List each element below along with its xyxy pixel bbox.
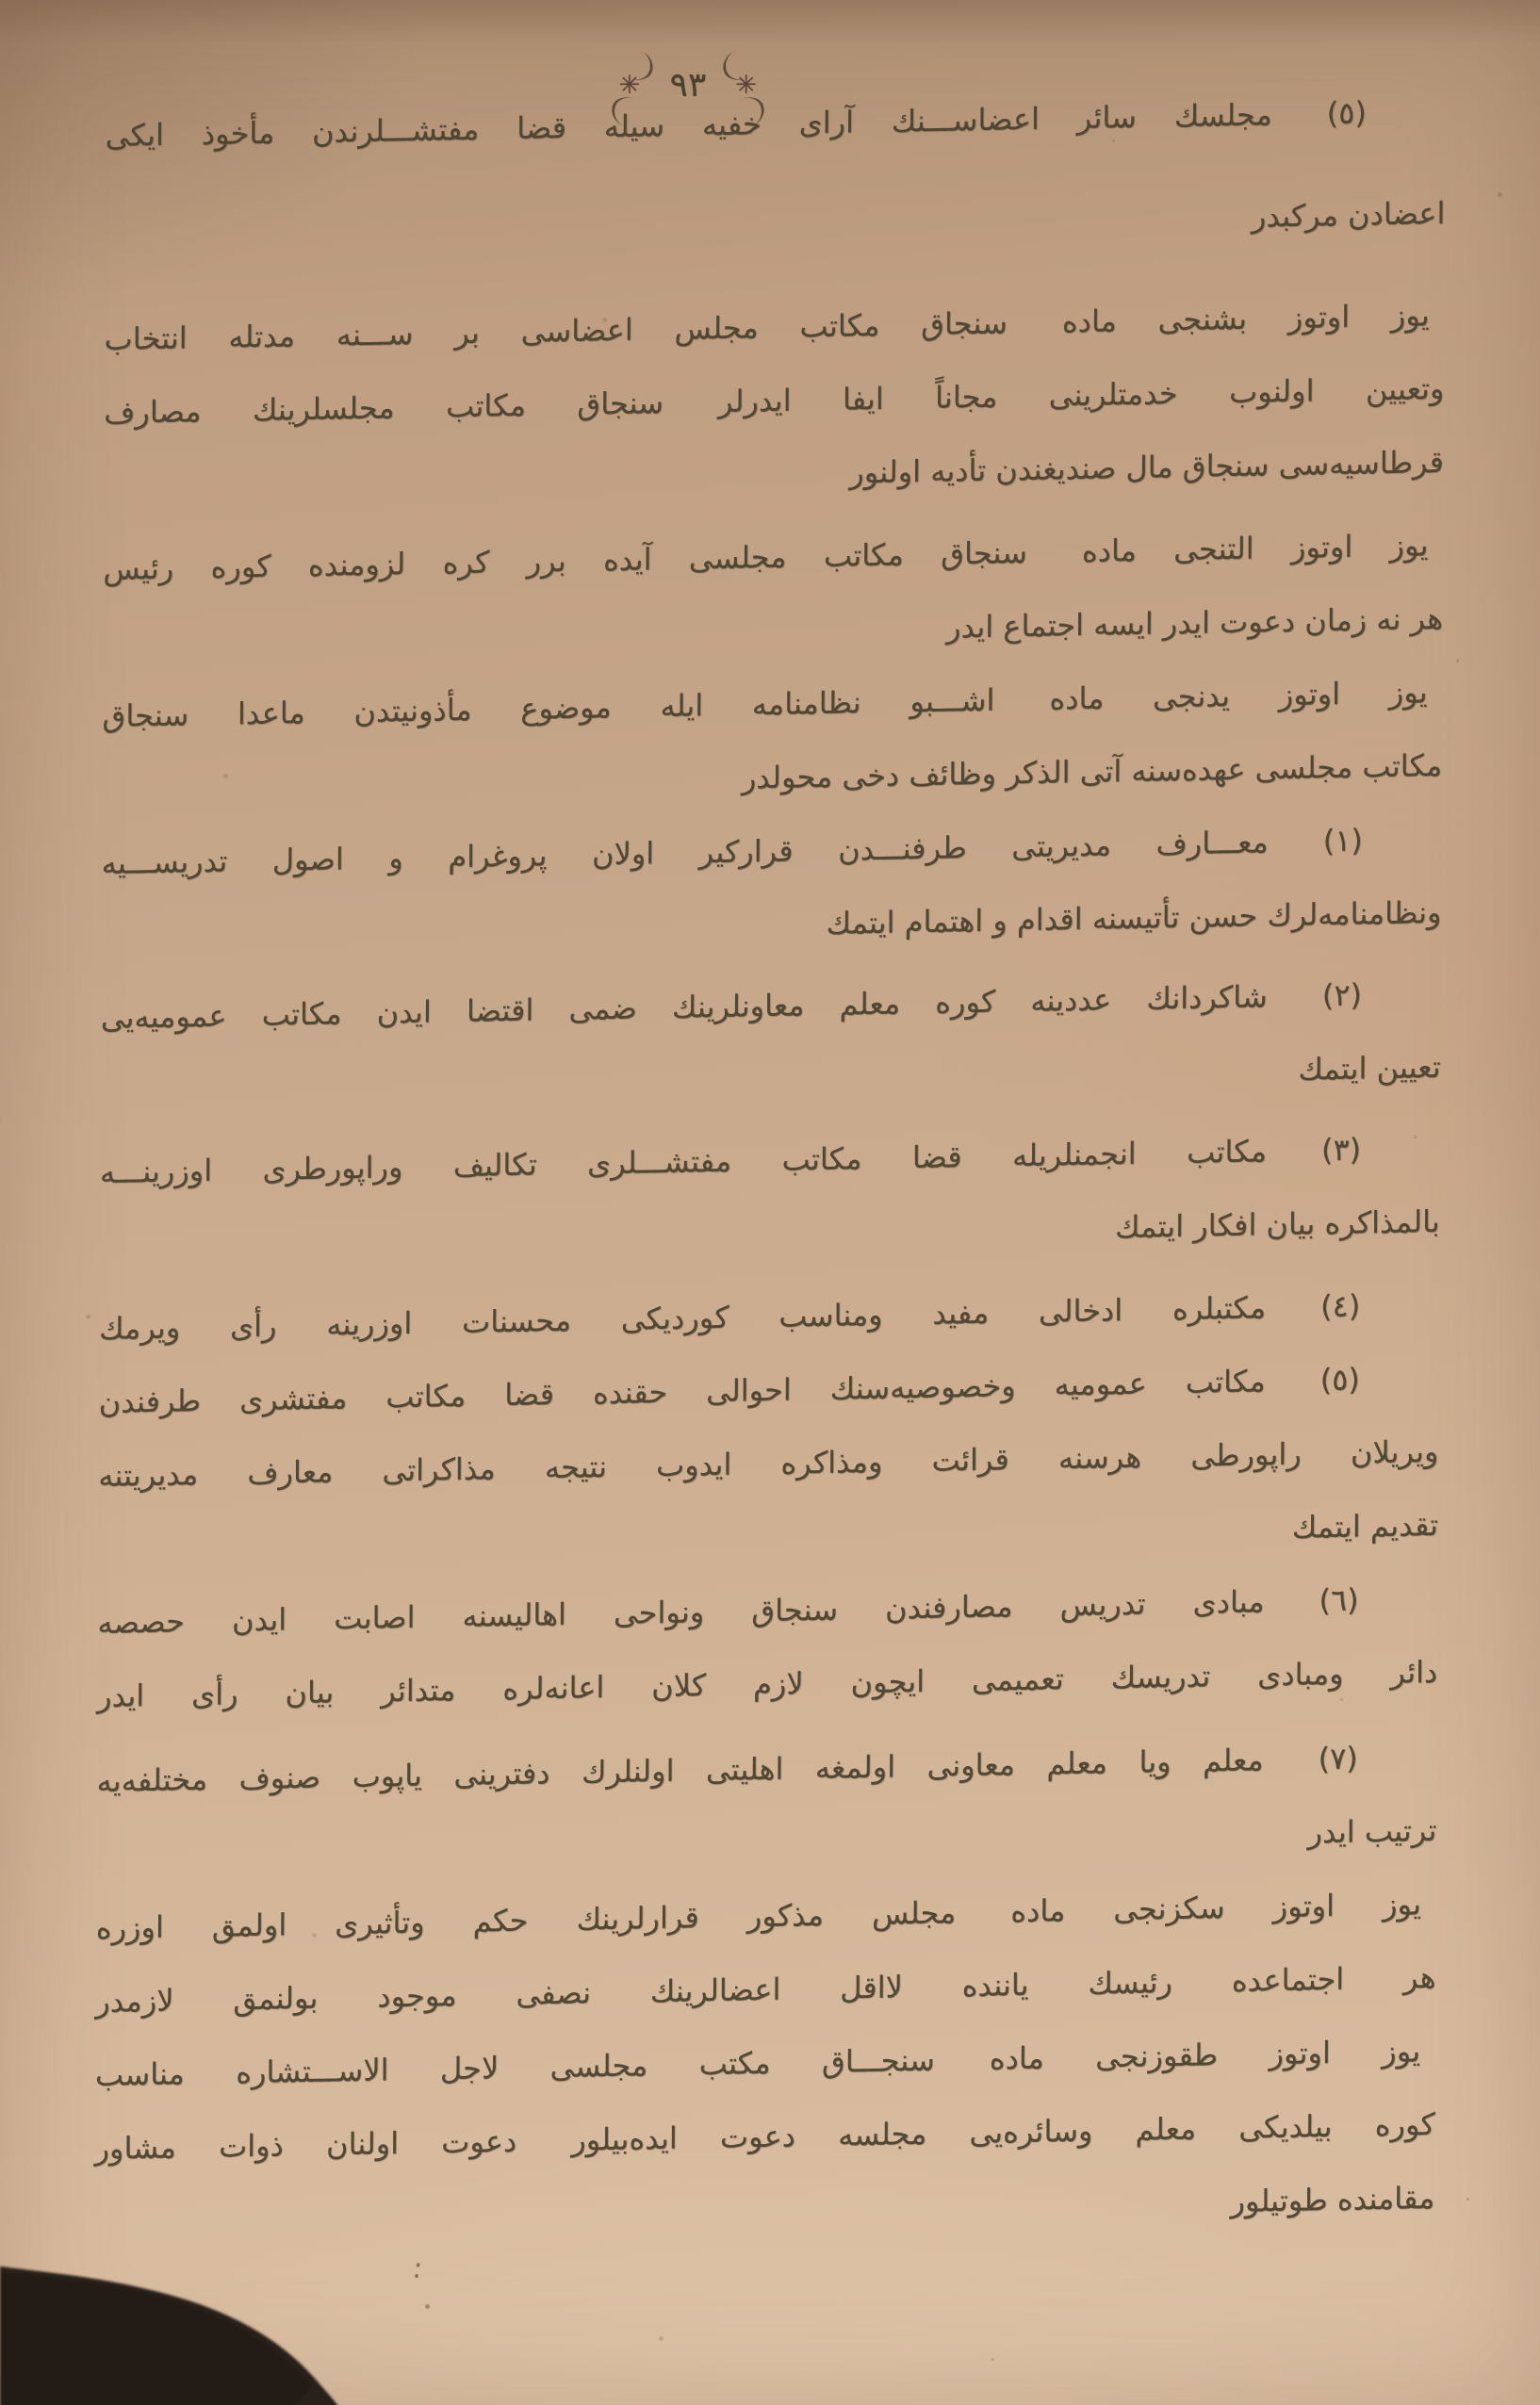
- paragraph: [105, 71, 1446, 274]
- word-gap: [1269, 851, 1323, 852]
- paper-specks: [0, 0, 3, 3]
- line-text: مكاتب انجمنلریله قضا مكاتب مفتشـــلری تكالیف وراپورطری اوزرینـــه: [99, 1133, 1268, 1191]
- paragraph: [96, 1720, 1437, 1891]
- line-text: دعوت اولنان ذوات مشاور: [94, 2122, 517, 2168]
- text-line: دائر ومبادی تدریسك تعمیمی ایچون لازم كلان اعانه‌لره متدائر بیان رأی ایدر: [96, 1653, 1438, 1715]
- paragraph: [100, 957, 1441, 1128]
- line-text: معلم ویا معلم معاونی اولمغه اهلیتی اولنلرك دفترینی یاپوب صنوف مختلفه‌یه: [96, 1742, 1264, 1800]
- text-line: تقدیم ایتمك: [1291, 1506, 1439, 1546]
- paragraph: [94, 2014, 1435, 2259]
- text-line: هر اجتماعده رئیسك یاننده لااقل اعضالرینك نصفی موجود بولنمق لازمدر: [95, 1958, 1436, 2021]
- line-text: مكاتب عمومیه وخصوصیه‌سنك احوالی حقنده قضا مكاتب مفتشری طرفندن: [98, 1363, 1266, 1421]
- ink-blot: [0, 2249, 377, 2405]
- text-line: تعیین ایتمك: [1298, 1048, 1441, 1088]
- rosette-icon: ✳: [735, 71, 758, 100]
- paragraph: [95, 1867, 1436, 2038]
- line-text: مجلس مذكور قرارلرینك حكم وتأثیری اولمق اوزره: [95, 1894, 957, 1947]
- item-number: (٧): [1318, 1740, 1358, 1777]
- paragraph: [103, 508, 1444, 679]
- paragraph: [102, 655, 1443, 826]
- article-lead: وتعیین اولنوب خدمتلرینی مجاناً ایفا ایدرلر: [717, 369, 1445, 420]
- text-line: مقامنده طوتیلور: [1230, 2179, 1435, 2219]
- paragraph: [97, 1562, 1438, 1733]
- text-block: [94, 71, 1446, 2259]
- word-gap: [1272, 123, 1327, 124]
- word-gap: [1266, 1390, 1320, 1391]
- text-line: مكاتب مجلسی عهده‌سنه آتی الذكر وظائف دخی محولدر: [741, 746, 1443, 796]
- line-text: مبادی تدریس مصارفندن سنجاق ونواحی اهالیسنه اصابت ایدن حصصه: [97, 1583, 1265, 1642]
- line-text: سنجاق مكاتب مجلسلرینك مصارف: [104, 384, 664, 432]
- article-lead: كوره بیلدیكی معلم وسائره‌یی مجلسه دعوت ایده‌بیلور: [571, 2105, 1435, 2158]
- paragraph: [104, 278, 1445, 523]
- word-gap: [1264, 1611, 1319, 1612]
- line-text: اشـــبو نظامنامه ایله موضوع مأذونیتدن ماعدا سنجاق: [102, 681, 995, 735]
- word-gap: [664, 412, 718, 413]
- paragraph: [98, 1341, 1439, 1586]
- text-line: بالمذاكره بیان افكار ایتمك: [1115, 1202, 1440, 1246]
- item-number: (٥): [1319, 1361, 1360, 1399]
- line-text: سنجـــاق مكتب مجلسی لاجل الاســـتشاره مناسب: [94, 2041, 935, 2094]
- item-number: (٤): [1319, 1287, 1361, 1325]
- item-number: (٢): [1321, 976, 1363, 1014]
- page-number: ٩٣: [669, 65, 707, 105]
- paragraph: [101, 802, 1442, 973]
- word-gap: [994, 710, 1049, 711]
- text-line: [105, 71, 1447, 172]
- item-number: (٦): [1319, 1581, 1359, 1619]
- stray-ink-mark: :: [410, 2251, 425, 2286]
- article-lead: یوز اوتوز یدنجی ماده: [1049, 674, 1428, 717]
- text-line: ونظامنامه‌لرك حسن تأتیسنه اقدام و اهتمام ایتمك: [826, 893, 1442, 941]
- word-gap: [1008, 332, 1062, 333]
- line-text: معـــارف مدیریتی طرفنـــدن قراركیر اولان پروغرام و اصول تدریســـیه: [101, 824, 1269, 882]
- text-line: ویریلان راپورطی هرسنه قرائت ومذاكره ایدوب نتیجه مذاكراتی معارف مدیریتنه: [98, 1432, 1439, 1495]
- article-lead: یوز اوتوز بشنجی ماده: [1061, 297, 1430, 340]
- word-gap: [1263, 1769, 1318, 1770]
- article-lead: یوز اوتوز التنجی ماده: [1081, 527, 1429, 569]
- line-text: مكتبلره ادخالی مفید ومناسب كوردیكی محسنات اوزرینه رأی ویرمك: [98, 1289, 1267, 1348]
- line-text: مجلسك سائر اعضاســـنك آرای خفیه سیله قضا مفتشـــلرندن مأخوذ ایكی: [105, 96, 1272, 155]
- item-number: (٥): [1326, 94, 1367, 132]
- line-text: سنجاق مكاتب مجلس اعضاسی بر ســـنه مدتله انتخاب: [104, 304, 1008, 358]
- text-line: ترتیب ایدر: [1307, 1811, 1437, 1851]
- text-line: هر نه زمان دعوت ایدر ایسه اجتماع ایدر: [945, 599, 1444, 646]
- line-text: شاكردانك عددینه كوره معلم معاونلرینك ضمی اقتضا ایدن مكاتب عمومیه‌یی: [100, 978, 1268, 1037]
- word-gap: [1027, 562, 1082, 563]
- text-line: قرطاسیه‌سی سنجاق مال صندیغندن تأدیه اولنور: [849, 443, 1445, 491]
- article-lead: یوز اوتوز سكزنجی ماده: [1010, 1886, 1422, 1930]
- rosette-icon: ✳: [618, 71, 641, 100]
- item-number: (٣): [1320, 1131, 1362, 1169]
- article-lead: یوز اوتوز طقوزنجی ماده: [989, 2033, 1421, 2077]
- paragraph: [99, 1111, 1440, 1283]
- line-text: سنجاق مكاتب مجلسی آیده برر كره لزومنده كوره رئیس: [103, 534, 1028, 588]
- word-gap: [1267, 1160, 1321, 1161]
- text-line: اعضادن مركبدر: [1251, 194, 1446, 235]
- item-number: (١): [1322, 822, 1363, 859]
